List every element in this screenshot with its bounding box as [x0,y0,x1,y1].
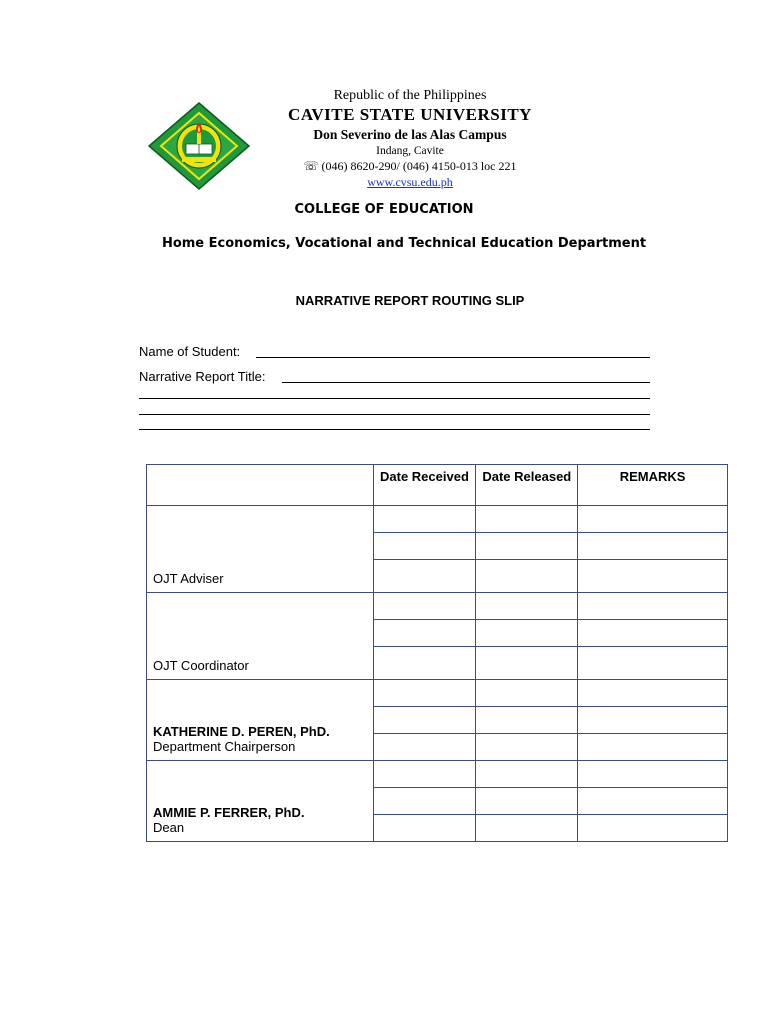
date-received-cell[interactable] [373,707,476,734]
signatory-cell [147,506,374,593]
remarks-header: REMARKS [578,465,728,506]
date-received-cell[interactable] [373,533,476,560]
report-title-label: Narrative Report Title: [139,369,266,384]
date-received-cell[interactable] [373,506,476,533]
date-released-cell[interactable] [476,647,578,680]
remarks-cell[interactable] [578,593,728,620]
table-header-row [147,465,728,506]
remarks-cell[interactable] [578,761,728,788]
signatory-role: Department Chairperson [153,739,296,754]
signatory-cell [147,761,374,842]
date-received-header: Date Received [373,465,476,506]
date-received-cell[interactable] [373,560,476,593]
date-received-cell[interactable] [373,620,476,647]
date-released-cell[interactable] [476,734,578,761]
remarks-cell[interactable] [578,788,728,815]
university-seal-logo [148,102,250,190]
remarks-cell[interactable] [578,560,728,593]
table-header-cell [147,465,374,506]
signatory-name: AMMIE P. FERRER, PhD. [153,805,305,820]
date-released-header: Date Released [476,465,578,506]
signatory-cell [147,593,374,680]
website-link[interactable]: www.cvsu.edu.ph [367,175,453,189]
remarks-cell[interactable] [578,620,728,647]
table-row [147,680,728,707]
signatory-role: OJT Coordinator [153,658,249,673]
campus-name: Don Severino de las Alas Campus [313,127,507,142]
date-released-cell[interactable] [476,815,578,842]
report-title-line-1[interactable] [282,368,650,383]
date-released-cell[interactable] [476,533,578,560]
department-name: Home Economics, Vocational and Technical Education Department [161,236,647,251]
form-title: NARRATIVE REPORT ROUTING SLIP [295,293,525,308]
signatory-role: Dean [153,820,185,835]
date-received-cell[interactable] [373,680,476,707]
date-released-cell[interactable] [476,707,578,734]
signatory-name: KATHERINE D. PEREN, PhD. [153,724,330,739]
remarks-cell[interactable] [578,815,728,842]
date-received-cell[interactable] [373,761,476,788]
table-row [147,593,728,620]
university-name: CAVITE STATE UNIVERSITY [288,105,532,124]
table-row [147,506,728,533]
date-released-cell[interactable] [476,593,578,620]
report-title-line-4[interactable] [139,415,650,430]
student-name-line[interactable] [256,343,650,358]
phone-line: ☏ (046) 8620-290/ (046) 4150-013 loc 221 [303,159,517,173]
student-name-label: Name of Student: [139,344,241,359]
remarks-cell[interactable] [578,506,728,533]
town-line: Indang, Cavite [376,145,444,157]
date-received-cell[interactable] [373,647,476,680]
remarks-cell[interactable] [578,707,728,734]
routing-table [146,464,728,842]
signatory-cell [147,680,374,761]
date-released-cell[interactable] [476,761,578,788]
college-name: COLLEGE OF EDUCATION [294,202,474,217]
date-received-cell[interactable] [373,593,476,620]
signatory-role: OJT Adviser [153,571,224,586]
university-header [260,87,560,190]
republic-line: Republic of the Philippines [333,88,487,103]
date-received-cell[interactable] [373,788,476,815]
date-released-cell[interactable] [476,506,578,533]
date-released-cell[interactable] [476,620,578,647]
date-released-cell[interactable] [476,788,578,815]
remarks-cell[interactable] [578,533,728,560]
remarks-cell[interactable] [578,734,728,761]
table-row [147,761,728,788]
report-title-line-3[interactable] [139,400,650,415]
date-received-cell[interactable] [373,734,476,761]
date-released-cell[interactable] [476,560,578,593]
remarks-cell[interactable] [578,647,728,680]
date-received-cell[interactable] [373,815,476,842]
date-released-cell[interactable] [476,680,578,707]
remarks-cell[interactable] [578,680,728,707]
report-title-line-2[interactable] [139,384,650,399]
